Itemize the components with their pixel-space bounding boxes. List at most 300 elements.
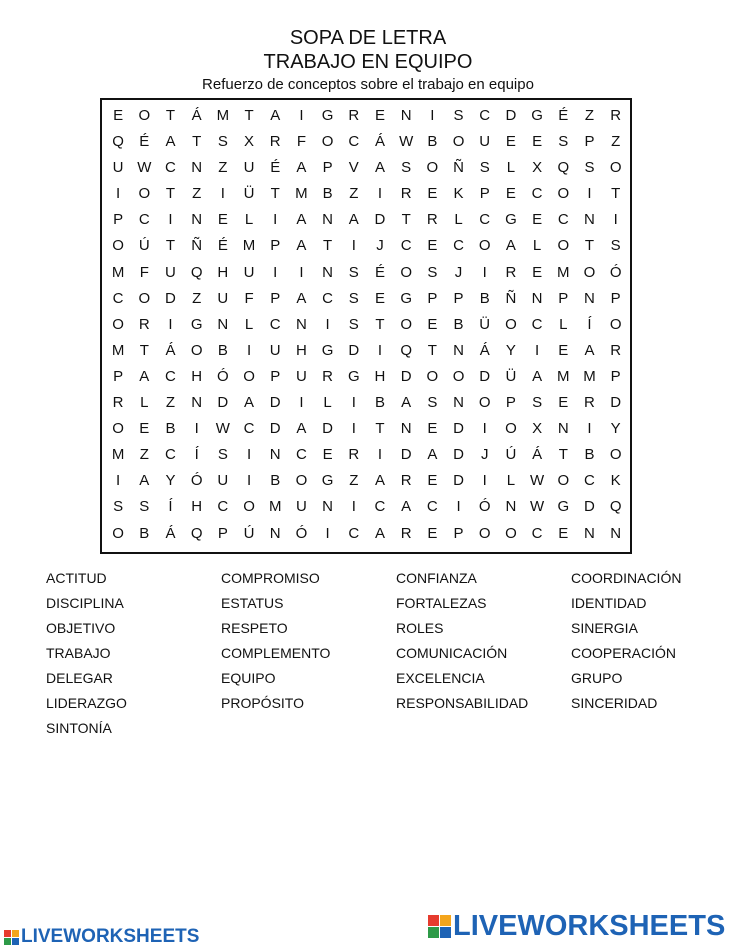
grid-letter[interactable]: Á	[165, 524, 176, 542]
grid-letter[interactable]: L	[506, 472, 516, 490]
grid-letter[interactable]: D	[505, 107, 517, 124]
grid-letter[interactable]: I	[587, 185, 592, 203]
grid-letter[interactable]: E	[113, 107, 124, 124]
grid-letter[interactable]: I	[194, 420, 199, 438]
grid-letter[interactable]: E	[427, 524, 438, 542]
grid-letter[interactable]: R	[138, 315, 150, 333]
grid-letter[interactable]: O	[452, 367, 465, 385]
grid-letter[interactable]: A	[374, 159, 385, 177]
grid-letter[interactable]: L	[140, 394, 149, 412]
grid-letter[interactable]: O	[478, 237, 491, 255]
grid-letter[interactable]: O	[321, 133, 334, 151]
grid-letter[interactable]: U	[295, 367, 307, 385]
grid-letter[interactable]: W	[137, 159, 152, 177]
grid-letter[interactable]: Ñ	[453, 159, 464, 177]
grid-letter[interactable]: O	[190, 341, 203, 359]
grid-letter[interactable]: U	[295, 498, 307, 516]
grid-letter[interactable]: D	[269, 394, 281, 412]
grid-letter[interactable]: Z	[611, 133, 621, 151]
grid-letter[interactable]: Í	[587, 315, 592, 333]
grid-letter[interactable]: H	[295, 341, 307, 359]
grid-letter[interactable]: Ó	[478, 498, 491, 516]
grid-letter[interactable]: I	[351, 420, 356, 438]
grid-letter[interactable]: E	[374, 289, 385, 307]
grid-letter[interactable]: I	[273, 263, 278, 281]
grid-letter[interactable]: I	[377, 185, 383, 203]
grid-letter[interactable]: D	[374, 211, 386, 229]
grid-letter[interactable]: N	[584, 211, 595, 229]
grid-letter[interactable]: O	[557, 237, 570, 255]
grid-letter[interactable]: S	[427, 263, 438, 281]
grid-letter[interactable]: N	[557, 420, 569, 438]
grid-letter[interactable]: Q	[190, 524, 203, 542]
grid-letter[interactable]: B	[453, 315, 464, 333]
grid-letter[interactable]: N	[453, 341, 464, 359]
grid-letter[interactable]: D	[453, 446, 464, 464]
grid-letter[interactable]: O	[138, 185, 151, 203]
grid-letter[interactable]: D	[453, 472, 464, 490]
grid-letter[interactable]: C	[269, 315, 281, 333]
grid-letter[interactable]: I	[535, 341, 540, 359]
grid-letter[interactable]: S	[401, 159, 412, 177]
grid-letter[interactable]: R	[505, 263, 517, 281]
grid-letter[interactable]: G	[531, 107, 543, 124]
grid-letter[interactable]: G	[400, 289, 412, 307]
grid-letter[interactable]: N	[322, 211, 334, 229]
grid-letter[interactable]: P	[322, 159, 333, 177]
grid-letter[interactable]: M	[216, 107, 230, 124]
grid-letter[interactable]: L	[244, 315, 254, 333]
grid-letter[interactable]: E	[427, 185, 438, 203]
grid-letter[interactable]: H	[191, 498, 203, 516]
grid-letter[interactable]: Q	[557, 159, 570, 177]
grid-letter[interactable]: J	[376, 237, 384, 255]
grid-letter[interactable]: A	[584, 341, 595, 359]
grid-letter[interactable]: U	[243, 263, 255, 281]
grid-letter[interactable]: T	[375, 315, 385, 333]
grid-letter[interactable]: E	[217, 211, 228, 229]
grid-letter[interactable]: E	[505, 185, 516, 203]
grid-letter[interactable]: Q	[112, 133, 124, 151]
grid-letter[interactable]: U	[217, 472, 229, 490]
grid-letter[interactable]: N	[584, 524, 595, 542]
grid-letter[interactable]: P	[453, 289, 464, 307]
grid-letter[interactable]: Z	[584, 107, 595, 124]
grid-letter[interactable]: P	[610, 367, 621, 385]
grid-letter[interactable]: L	[506, 159, 516, 177]
grid-letter[interactable]: O	[609, 315, 622, 333]
grid-letter[interactable]: I	[482, 263, 487, 281]
grid-letter[interactable]: N	[322, 498, 334, 516]
grid-letter[interactable]: Ñ	[505, 289, 517, 307]
grid-letter[interactable]: O	[426, 367, 439, 385]
grid-letter[interactable]: N	[610, 524, 622, 542]
grid-letter[interactable]: Z	[192, 185, 202, 203]
grid-letter[interactable]: M	[111, 341, 125, 359]
grid-letter[interactable]: Á	[191, 107, 202, 124]
grid-letter[interactable]: C	[295, 446, 307, 464]
grid-letter[interactable]: T	[427, 341, 437, 359]
grid-letter[interactable]: E	[427, 237, 438, 255]
grid-letter[interactable]: R	[269, 133, 281, 151]
grid-letter[interactable]: E	[427, 315, 438, 333]
grid-letter[interactable]: C	[374, 498, 386, 516]
grid-letter[interactable]: L	[454, 211, 463, 229]
grid-letter[interactable]: S	[610, 237, 621, 255]
grid-letter[interactable]: H	[374, 367, 386, 385]
grid-letter[interactable]: R	[400, 472, 412, 490]
grid-letter[interactable]: I	[325, 524, 330, 542]
grid-letter[interactable]: O	[505, 315, 517, 333]
grid-letter[interactable]: T	[165, 107, 176, 124]
grid-letter[interactable]: Ó	[295, 524, 308, 542]
grid-letter[interactable]: P	[113, 211, 124, 229]
grid-letter[interactable]: P	[584, 133, 595, 151]
grid-letter[interactable]: D	[165, 289, 176, 307]
grid-letter[interactable]: O	[400, 315, 412, 333]
grid-letter[interactable]: S	[113, 498, 124, 516]
grid-letter[interactable]: Ñ	[191, 237, 203, 255]
grid-letter[interactable]: P	[479, 185, 490, 203]
grid-letter[interactable]: O	[112, 420, 124, 438]
grid-letter[interactable]: V	[348, 159, 359, 177]
grid-letter[interactable]: B	[217, 341, 228, 359]
grid-letter[interactable]: I	[246, 341, 252, 359]
grid-letter[interactable]: Y	[505, 341, 516, 359]
grid-letter[interactable]: A	[296, 237, 307, 255]
grid-letter[interactable]: I	[325, 315, 330, 333]
grid-letter[interactable]: G	[190, 315, 203, 333]
grid-letter[interactable]: T	[323, 237, 333, 255]
grid-letter[interactable]: Y	[165, 472, 176, 490]
grid-letter[interactable]: X	[244, 133, 255, 151]
grid-letter[interactable]: S	[348, 315, 359, 333]
grid-letter[interactable]: M	[557, 263, 570, 281]
grid-letter[interactable]: A	[296, 420, 307, 438]
grid-letter[interactable]: U	[479, 133, 491, 151]
grid-letter[interactable]: S	[584, 159, 595, 177]
grid-letter[interactable]: O	[426, 159, 439, 177]
grid-letter[interactable]: B	[322, 185, 333, 203]
grid-letter[interactable]: T	[584, 237, 595, 255]
grid-letter[interactable]: M	[557, 367, 570, 385]
grid-letter[interactable]: S	[217, 446, 228, 464]
grid-letter[interactable]: A	[296, 159, 307, 177]
grid-letter[interactable]: A	[374, 472, 385, 490]
grid-letter[interactable]: R	[348, 107, 360, 124]
grid-letter[interactable]: N	[217, 315, 229, 333]
grid-letter[interactable]: E	[558, 524, 569, 542]
grid-letter[interactable]: G	[505, 211, 517, 229]
grid-letter[interactable]: J	[454, 263, 463, 281]
grid-letter[interactable]: É	[217, 237, 228, 255]
grid-letter[interactable]: C	[243, 420, 255, 438]
grid-letter[interactable]: Á	[532, 446, 543, 464]
grid-letter[interactable]: F	[296, 133, 306, 151]
grid-letter[interactable]: B	[270, 472, 281, 490]
grid-letter[interactable]: I	[168, 315, 173, 333]
grid-letter[interactable]: C	[112, 289, 124, 307]
grid-letter[interactable]: Ó	[609, 263, 622, 281]
grid-letter[interactable]: U	[165, 263, 176, 281]
grid-letter[interactable]: O	[400, 263, 412, 281]
grid-letter[interactable]: O	[295, 472, 308, 490]
grid-letter[interactable]: I	[351, 237, 356, 255]
grid-letter[interactable]: O	[452, 133, 465, 151]
grid-letter[interactable]: N	[191, 211, 203, 229]
grid-letter[interactable]: I	[377, 341, 383, 359]
grid-letter[interactable]: Ü	[479, 315, 491, 333]
grid-letter[interactable]: T	[611, 185, 621, 203]
grid-letter[interactable]: M	[111, 263, 125, 281]
grid-letter[interactable]: M	[583, 367, 596, 385]
grid-letter[interactable]: Q	[190, 263, 203, 281]
grid-letter[interactable]: E	[427, 420, 438, 438]
grid-letter[interactable]: R	[610, 341, 622, 359]
grid-letter[interactable]: E	[532, 133, 543, 151]
grid-letter[interactable]: O	[138, 289, 151, 307]
grid-letter[interactable]: L	[559, 315, 568, 333]
grid-letter[interactable]: Y	[610, 420, 621, 438]
grid-letter[interactable]: P	[610, 289, 621, 307]
grid-letter[interactable]: I	[168, 211, 173, 229]
grid-letter[interactable]: K	[453, 185, 464, 203]
grid-letter[interactable]: I	[482, 420, 487, 438]
grid-letter[interactable]: C	[400, 237, 412, 255]
grid-letter[interactable]: C	[584, 472, 595, 490]
grid-letter[interactable]: S	[217, 133, 228, 151]
grid-letter[interactable]: G	[321, 107, 334, 124]
grid-letter[interactable]: C	[322, 289, 334, 307]
grid-letter[interactable]: A	[296, 289, 307, 307]
grid-letter[interactable]: A	[296, 211, 307, 229]
grid-letter[interactable]: E	[322, 446, 333, 464]
grid-letter[interactable]: U	[217, 289, 229, 307]
grid-letter[interactable]: L	[323, 394, 332, 412]
grid-letter[interactable]: C	[479, 107, 491, 124]
grid-letter[interactable]: O	[243, 367, 255, 385]
grid-letter[interactable]: E	[139, 420, 150, 438]
grid-letter[interactable]: E	[374, 107, 385, 124]
grid-letter[interactable]: G	[557, 498, 570, 516]
grid-letter[interactable]: B	[374, 394, 385, 412]
grid-letter[interactable]: F	[139, 263, 149, 281]
grid-letter[interactable]: N	[400, 107, 412, 124]
grid-letter[interactable]: N	[531, 289, 543, 307]
grid-letter[interactable]: W	[399, 133, 414, 151]
grid-letter[interactable]: A	[270, 107, 281, 124]
grid-letter[interactable]: B	[139, 524, 150, 542]
grid-letter[interactable]: Z	[139, 446, 149, 464]
grid-letter[interactable]: T	[375, 420, 385, 438]
grid-letter[interactable]: Ü	[505, 367, 517, 385]
grid-letter[interactable]: P	[113, 367, 124, 385]
grid-letter[interactable]: I	[587, 420, 592, 438]
grid-letter[interactable]: T	[401, 211, 411, 229]
grid-letter[interactable]: C	[557, 211, 569, 229]
grid-letter[interactable]: N	[505, 498, 517, 516]
grid-letter[interactable]: O	[112, 237, 124, 255]
grid-letter[interactable]: O	[583, 263, 596, 281]
grid-letter[interactable]: D	[610, 394, 622, 412]
grid-letter[interactable]: Q	[400, 341, 412, 359]
grid-letter[interactable]: N	[584, 289, 595, 307]
grid-letter[interactable]: L	[244, 211, 254, 229]
grid-letter[interactable]: R	[610, 107, 622, 124]
grid-letter[interactable]: I	[246, 472, 252, 490]
grid-letter[interactable]: O	[478, 524, 491, 542]
grid-letter[interactable]: Z	[165, 394, 176, 412]
grid-letter[interactable]: C	[348, 524, 360, 542]
grid-letter[interactable]: C	[531, 185, 543, 203]
grid-letter[interactable]: W	[530, 472, 545, 490]
grid-letter[interactable]: A	[505, 237, 516, 255]
grid-letter[interactable]: A	[374, 524, 385, 542]
grid-letter[interactable]: O	[609, 446, 622, 464]
grid-letter[interactable]: A	[139, 472, 150, 490]
grid-letter[interactable]: É	[374, 263, 385, 281]
grid-letter[interactable]: R	[400, 185, 412, 203]
grid-letter[interactable]: N	[269, 446, 281, 464]
grid-letter[interactable]: C	[479, 211, 491, 229]
grid-letter[interactable]: A	[532, 367, 543, 385]
grid-letter[interactable]: T	[244, 107, 254, 124]
grid-letter[interactable]: H	[217, 263, 229, 281]
grid-letter[interactable]: T	[165, 237, 176, 255]
grid-letter[interactable]: O	[112, 315, 124, 333]
grid-letter[interactable]: A	[244, 394, 255, 412]
grid-letter[interactable]: U	[112, 159, 124, 177]
grid-letter[interactable]: S	[348, 289, 359, 307]
grid-letter[interactable]: A	[427, 446, 438, 464]
grid-letter[interactable]: K	[610, 472, 621, 490]
grid-letter[interactable]: S	[139, 498, 150, 516]
grid-letter[interactable]: E	[505, 133, 516, 151]
grid-letter[interactable]: R	[348, 446, 360, 464]
grid-letter[interactable]: B	[479, 289, 490, 307]
grid-letter[interactable]: I	[299, 263, 304, 281]
grid-letter[interactable]: A	[401, 394, 412, 412]
grid-letter[interactable]: R	[426, 211, 438, 229]
grid-letter[interactable]: S	[532, 394, 543, 412]
grid-letter[interactable]: H	[191, 367, 203, 385]
grid-letter[interactable]: A	[139, 367, 150, 385]
grid-letter[interactable]: C	[453, 237, 464, 255]
grid-letter[interactable]: N	[269, 524, 281, 542]
grid-letter[interactable]: W	[215, 420, 230, 438]
grid-letter[interactable]: N	[400, 420, 412, 438]
grid-letter[interactable]: U	[269, 341, 281, 359]
grid-letter[interactable]: C	[165, 159, 176, 177]
grid-letter[interactable]: O	[138, 107, 151, 124]
grid-letter[interactable]: I	[377, 446, 383, 464]
grid-letter[interactable]: T	[165, 185, 176, 203]
grid-letter[interactable]: N	[295, 315, 307, 333]
grid-letter[interactable]: I	[482, 472, 487, 490]
grid-letter[interactable]: G	[321, 472, 334, 490]
grid-letter[interactable]: E	[532, 263, 543, 281]
grid-letter[interactable]: C	[138, 211, 150, 229]
grid-letter[interactable]: Z	[349, 185, 359, 203]
grid-letter[interactable]: D	[584, 498, 595, 516]
grid-letter[interactable]: I	[430, 107, 435, 124]
grid-letter[interactable]: R	[400, 524, 412, 542]
grid-letter[interactable]: É	[558, 107, 569, 124]
grid-letter[interactable]: Ó	[217, 367, 229, 385]
grid-letter[interactable]: O	[112, 524, 124, 542]
grid-letter[interactable]: I	[116, 185, 121, 203]
grid-letter[interactable]: F	[244, 289, 254, 307]
grid-letter[interactable]: E	[558, 341, 569, 359]
grid-letter[interactable]: R	[322, 367, 334, 385]
grid-letter[interactable]: T	[270, 185, 280, 203]
grid-letter[interactable]: N	[322, 263, 334, 281]
grid-letter[interactable]: L	[532, 237, 542, 255]
grid-letter[interactable]: C	[217, 498, 229, 516]
grid-letter[interactable]: T	[558, 446, 568, 464]
grid-letter[interactable]: A	[401, 498, 412, 516]
grid-letter[interactable]: P	[217, 524, 228, 542]
grid-letter[interactable]: Q	[609, 498, 622, 516]
grid-letter[interactable]: C	[531, 524, 543, 542]
grid-letter[interactable]: O	[557, 472, 570, 490]
grid-letter[interactable]: N	[191, 394, 203, 412]
grid-letter[interactable]: B	[427, 133, 438, 151]
grid-letter[interactable]: I	[220, 185, 225, 203]
grid-letter[interactable]: X	[532, 159, 543, 177]
grid-letter[interactable]: E	[558, 394, 569, 412]
grid-letter[interactable]: B	[165, 420, 176, 438]
grid-letter[interactable]: P	[558, 289, 569, 307]
grid-letter[interactable]: P	[270, 367, 281, 385]
grid-letter[interactable]: Á	[165, 341, 176, 359]
grid-letter[interactable]: R	[112, 394, 124, 412]
grid-letter[interactable]: A	[348, 211, 359, 229]
grid-letter[interactable]: Ó	[190, 472, 203, 490]
grid-letter[interactable]: D	[400, 446, 412, 464]
grid-letter[interactable]: I	[299, 394, 304, 412]
grid-letter[interactable]: M	[295, 185, 308, 203]
grid-letter[interactable]: A	[165, 133, 176, 151]
grid-letter[interactable]: Á	[374, 133, 385, 151]
grid-letter[interactable]: C	[165, 367, 176, 385]
grid-letter[interactable]: P	[505, 394, 516, 412]
grid-letter[interactable]: N	[191, 159, 203, 177]
grid-letter[interactable]: S	[479, 159, 490, 177]
grid-letter[interactable]: M	[111, 446, 125, 464]
grid-letter[interactable]: Í	[194, 446, 199, 464]
grid-letter[interactable]: E	[532, 211, 543, 229]
grid-letter[interactable]: I	[116, 472, 121, 490]
grid-letter[interactable]: É	[270, 159, 281, 177]
grid-letter[interactable]: J	[480, 446, 489, 464]
grid-letter[interactable]: P	[270, 237, 281, 255]
grid-letter[interactable]: Í	[168, 498, 173, 516]
grid-letter[interactable]: Z	[192, 289, 202, 307]
grid-letter[interactable]: I	[299, 107, 304, 124]
grid-letter[interactable]: Ü	[243, 185, 255, 203]
grid-letter[interactable]: O	[609, 159, 622, 177]
grid-letter[interactable]: D	[217, 394, 229, 412]
grid-letter[interactable]: T	[192, 133, 202, 151]
grid-letter[interactable]: O	[505, 420, 517, 438]
grid-letter[interactable]: U	[243, 159, 255, 177]
grid-letter[interactable]: X	[532, 420, 543, 438]
grid-letter[interactable]: P	[270, 289, 281, 307]
grid-letter[interactable]: E	[427, 472, 438, 490]
grid-letter[interactable]: I	[273, 211, 278, 229]
grid-letter[interactable]: M	[268, 498, 282, 516]
